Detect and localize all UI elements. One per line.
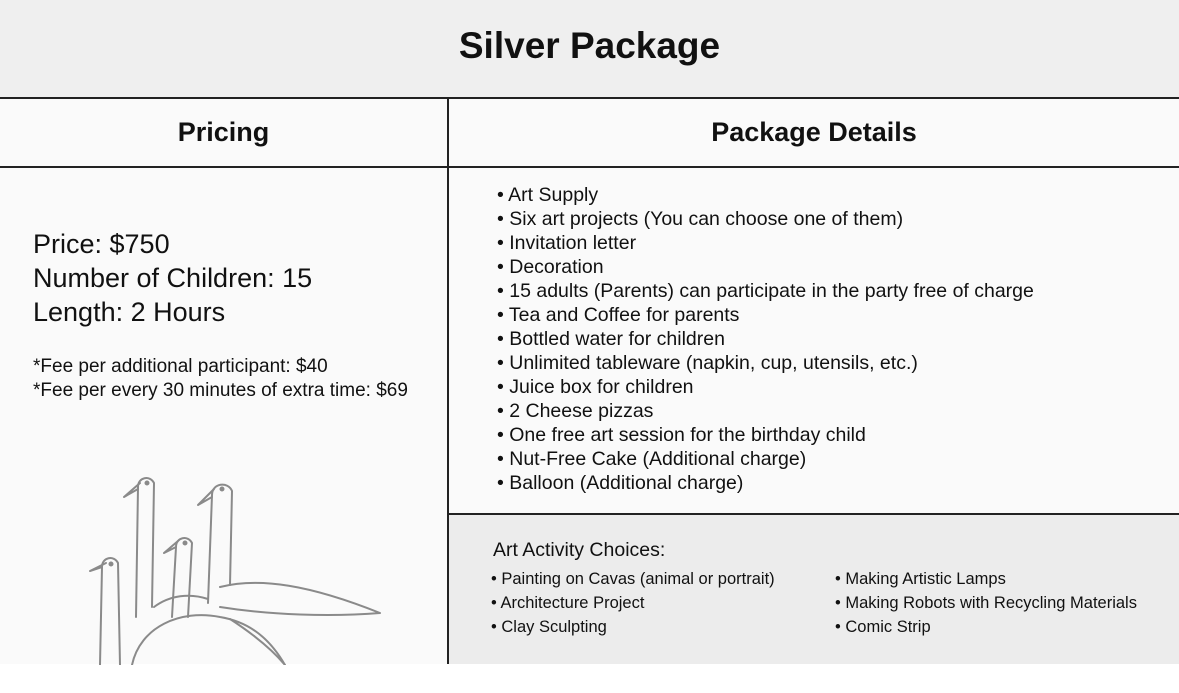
list-item: • Architecture Project: [491, 594, 645, 612]
extra-time-fee-note: *Fee per every 30 minutes of extra time: $69: [33, 380, 408, 401]
list-item: • Six art projects (You can choose one of them): [497, 208, 904, 230]
list-item: • Tea and Coffee for parents: [497, 304, 740, 326]
list-item: • Nut-Free Cake (Additional charge): [497, 448, 807, 470]
page-header: [0, 0, 1179, 97]
list-item: • Invitation letter: [497, 232, 637, 254]
pricing-notes: [33, 355, 408, 403]
list-item: • Balloon (Additional charge): [497, 472, 744, 494]
list-item: • Comic Strip: [835, 618, 931, 636]
activity-title: Art Activity Choices:: [493, 539, 666, 561]
list-item: • 2 Cheese pizzas: [497, 400, 654, 422]
details-column-label: Package Details: [711, 116, 917, 147]
list-item: • Clay Sculpting: [491, 618, 607, 636]
list-item: • Unlimited tableware (napkin, cup, utensils, etc.): [497, 352, 918, 374]
length-text: Length: 2 Hours: [33, 297, 226, 327]
activity-list-right: [835, 567, 1137, 639]
details-column-header: [449, 97, 1179, 167]
participant-fee-note: *Fee per additional participant: $40: [33, 356, 328, 377]
pricing-column-label: Pricing: [177, 116, 270, 147]
art-activity-section: [449, 515, 1179, 664]
list-item: • 15 adults (Parents) can participate in the party free of charge: [497, 280, 1034, 302]
pricing-summary: [33, 227, 312, 329]
package-table: [0, 97, 1179, 664]
list-item: • Making Artistic Lamps: [835, 570, 1006, 588]
pricing-column-header: [0, 97, 447, 167]
price-text: Price: $750: [33, 229, 170, 259]
list-item: • Decoration: [497, 256, 604, 278]
list-item: • One free art session for the birthday child: [497, 424, 866, 446]
birds-sketch-illustration: [80, 467, 390, 665]
package-details-list: [497, 183, 1034, 495]
list-item: • Bottled water for children: [497, 328, 725, 350]
page-title: Silver Package: [458, 24, 721, 66]
list-item: • Making Robots with Recycling Materials: [835, 594, 1137, 612]
list-item: • Art Supply: [497, 184, 599, 206]
children-count-text: Number of Children: 15: [33, 263, 313, 293]
list-item: • Juice box for children: [497, 376, 694, 398]
activity-list-left: [491, 567, 775, 639]
list-item: • Painting on Cavas (animal or portrait): [491, 570, 775, 588]
